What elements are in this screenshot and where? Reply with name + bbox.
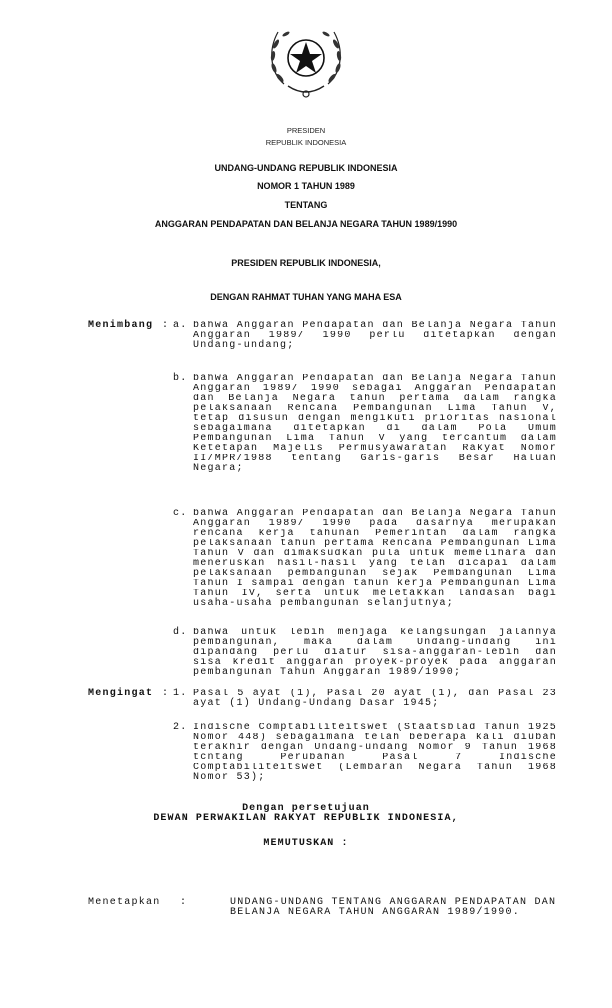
item-text-line: Indische Comptabiliteitswet (Staatsblad Tahun 1925	[193, 723, 557, 733]
item-text-line: Negara;	[193, 463, 244, 474]
item-text-line: pelaksanaan tahun pertama Rencana Pembangunan Lima	[193, 539, 557, 549]
menetapkan-line: BELANJA NEGARA TAHUN ANGGARAN 1989/1990.	[230, 907, 521, 918]
item-text-line: Ketetapan Majelis Permusyawaratan Rakyat Nomor	[193, 444, 557, 454]
item-text-line: Nomor 448) sebagaimana telah beberapa kali diubah	[193, 733, 557, 743]
item-text-line: sebagaimana ditetapkan di dalam Pola Umum	[193, 424, 557, 434]
item-text-line: tcntang Perubahan Pasal 7 Indische	[193, 753, 557, 763]
item-text-line: bahwa Anggaran Pendapatan dan Belanja Negara Tahun	[193, 374, 557, 384]
item-text-line: sisa kredit anggaran proyek-proyek pada anggaran	[193, 658, 557, 668]
item-marker: 2.	[173, 722, 188, 733]
title-subject: ANGGARAN PENDAPATAN DAN BELANJA NEGARA TAHUN 1989/1990	[154, 219, 458, 229]
title-about: TENTANG	[284, 200, 328, 210]
item-text-line: pembangunan, maka dalam Undang-undang ini	[193, 638, 557, 648]
office-line-2: REPUBLIK INDONESIA	[265, 138, 347, 147]
dpr-line: DEWAN PERWAKILAN RAKYAT REPUBLIK INDONESIA,	[153, 813, 459, 824]
item-text-line: Anggaran 1989/ 1990 sebagai Anggaran Pendapatan	[193, 384, 557, 394]
item-text-line: Comptabiliteitswet (Lembaran Negara Tahun 1968	[193, 763, 557, 773]
title-number: NOMOR 1 TAHUN 1989	[257, 181, 355, 191]
item-marker: 1.	[173, 688, 188, 699]
item-text-line: bahwa Anggaran Pendapatan dan Belanja Negara Tahun	[193, 321, 557, 331]
item-text-line: Anggaran 1989/ 1990 pada dasarnya merupakan	[193, 519, 557, 529]
item-text-line: terakhir dengan Undang-undang Nomor 9 Tahun 1968	[193, 743, 557, 753]
menimbang-colon: :	[162, 320, 170, 331]
item-text-line: dan Belanja Negara tahun pertama dalam rangka	[193, 394, 557, 404]
item-text-line: Pembangunan Lima Tahun V yang tercantum dalam	[193, 434, 557, 444]
item-text-line: pelaksanaan Rencana Pembangunan Lima Tahun V,	[193, 404, 557, 414]
item-text-line: II/MPR/1988 tentang Garis-garis Besar Haluan	[193, 454, 557, 464]
item-text-line: Pasal 5 ayat (1), Pasal 20 ayat (1), dan Pasal 23	[193, 689, 557, 699]
item-marker: a.	[173, 320, 188, 331]
item-text-line: bahwa Anggaran Pendapatan dan Belanja Negara Tahun	[193, 509, 557, 519]
item-text-line: Tahun V dan dimaksudkan pula untuk memelihara dan	[193, 549, 557, 559]
menetapkan-line: UNDANG-UNDANG TENTANG ANGGARAN PENDAPATAN DAN	[230, 897, 557, 908]
item-text-line: pembangunan Tahun Anggaran 1989/1990;	[193, 667, 462, 678]
menimbang-label: Menimbang	[88, 320, 154, 331]
item-marker: c.	[173, 508, 188, 519]
item-marker: b.	[173, 373, 188, 384]
item-marker: d.	[173, 627, 188, 638]
presidential-seal-icon	[262, 14, 350, 106]
decision-heading: MEMUTUSKAN :	[263, 838, 349, 849]
item-text-line: dipandang perlu diatur sisa-anggaran-lebih dan	[193, 648, 557, 658]
item-text-line: meneruskan hasil-hasil yang telah dicapai dalam	[193, 559, 557, 569]
menetapkan-label: Menetapkan	[88, 897, 161, 908]
item-text-line: tetap disusun dengan mengikuti prioritas nasional	[193, 414, 557, 424]
approval-line: Dengan persetujuan	[242, 803, 370, 814]
office-line-1: PRESIDEN	[286, 126, 326, 135]
menetapkan-colon: :	[180, 897, 188, 908]
item-text-line: Tahun IV, serta untuk meletakkan landasan bagi	[193, 589, 557, 599]
item-text-line: Anggaran 1989/ 1990 perlu ditetapkan dengan	[193, 331, 557, 341]
mengingat-colon: :	[162, 688, 170, 699]
preamble-grace: DENGAN RAHMAT TUHAN YANG MAHA ESA	[210, 292, 402, 302]
mengingat-label: Mengingat	[88, 688, 154, 699]
item-text-line: Undang-undang;	[193, 340, 295, 351]
item-text-line: bahwa untuk lebih menjaga kelangsungan jalannya	[193, 628, 557, 638]
title-law: UNDANG-UNDANG REPUBLIK INDONESIA	[214, 163, 398, 173]
item-text-line: Nomor 53);	[193, 772, 266, 783]
item-text-line: usaha-usaha pembangunan selanjutnya;	[193, 598, 455, 609]
item-text-line: ayat (1) Undang-Undang Dasar 1945;	[193, 698, 440, 709]
item-text-line: Tahun I sampai dengan tahun kerja Pembangunan Lima	[193, 579, 557, 589]
item-text-line: pelaksanaan pembangunan sejak Pembangunan Lima	[193, 569, 557, 579]
item-text-line: rencana kerja tahunan Pemerintah dalam rangka	[193, 529, 557, 539]
preamble-president: PRESIDEN REPUBLIK INDONESIA,	[231, 258, 381, 268]
